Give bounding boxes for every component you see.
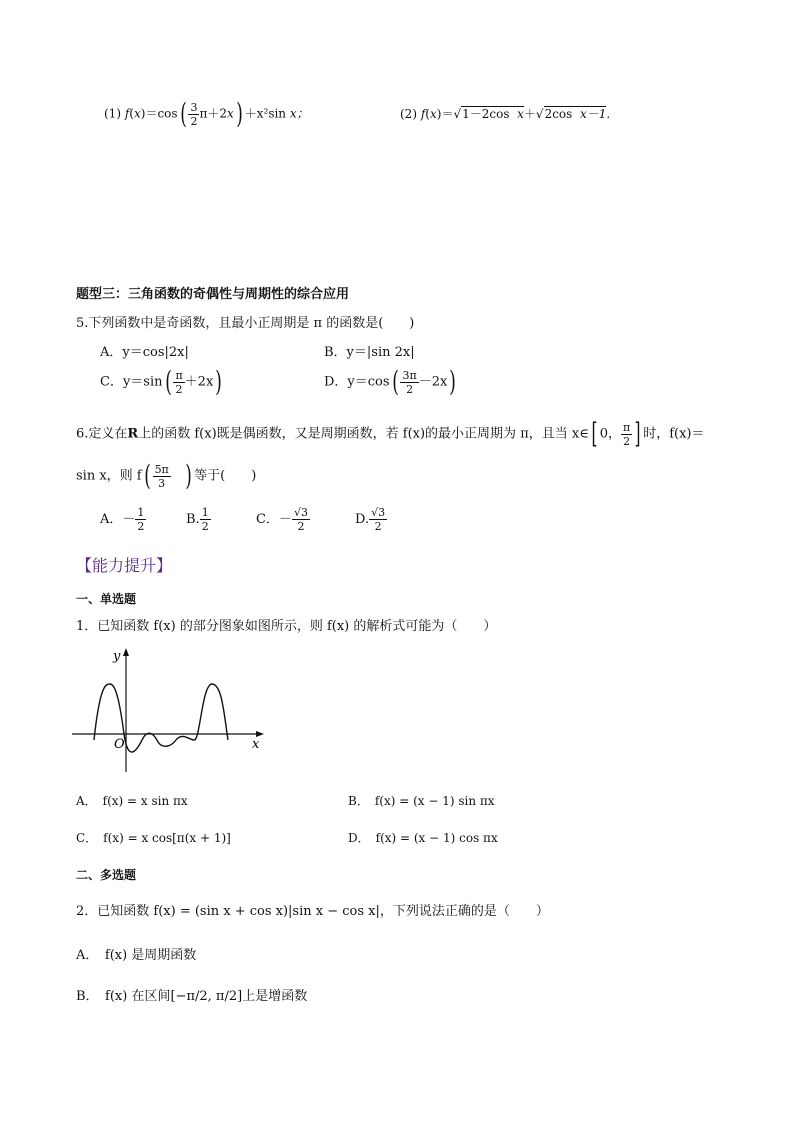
q6-line2-num: 5π <box>154 462 169 476</box>
q6-b-den: 2 <box>201 520 209 533</box>
problem-1-eq: ＝cos <box>145 106 178 121</box>
q1-option-b[interactable]: B． f(x) = (x − 1) sin πx <box>348 794 495 808</box>
q5-option-b[interactable]: B．y＝|sin 2x| <box>324 345 415 360</box>
q6-a-pre: A．－ <box>100 512 136 527</box>
q6-c-num: √3 <box>293 506 308 519</box>
sqrt-1-body: 1－2cos <box>462 107 510 121</box>
q6-option-b[interactable] <box>186 507 211 532</box>
q6-a-den: 2 <box>137 520 145 533</box>
plus-sign: ＋ <box>523 107 536 121</box>
problem-2-f: f <box>420 107 426 121</box>
q6-line1: 6.定义在R上的函数 f(x)既是偶函数，又是周期函数，若 f(x)的最小正周期为 π，且当 x∈[ 0， $\frac{\pi}{2}$ ] 时，f(x)＝ <box>76 417 705 450</box>
q6-int-num: π <box>623 420 631 434</box>
q5-c-den: 2 <box>175 382 183 396</box>
y-axis-arrow <box>123 648 129 656</box>
ability-title: 【能力提升】 <box>76 556 173 575</box>
problem-1-tail: ＋x²sin <box>244 106 287 121</box>
problem-1-frac <box>188 102 199 127</box>
problem-1: (1) f(x)＝cos( $\frac{3}{2}$ π＋2x) ＋x²sin x； <box>104 97 309 130</box>
sqrt-2 <box>544 106 607 121</box>
origin-label: O <box>114 737 125 752</box>
sqrt-1 <box>461 106 524 121</box>
q6-int-den: 2 <box>623 434 631 448</box>
q6-option-a[interactable] <box>100 507 146 532</box>
q5-d-pre: D．y＝cos <box>324 374 390 390</box>
multi-choice-title: 二、多选题 <box>76 868 137 882</box>
q5-option-d[interactable]: D．y＝cos( $\frac{3\pi}{2}$ －2x) <box>324 365 457 398</box>
problem-1-inner: π＋2 <box>199 106 228 121</box>
problem-1-label: (1) <box>104 106 121 121</box>
sqrt-2-body: 2cos <box>544 107 573 121</box>
sqrt-1-x: x <box>517 107 524 121</box>
q6-line1-b: 上的函数 f(x)既是偶函数，又是周期函数，若 f(x)的最小正周期为 π，且当 x∈ <box>138 426 589 442</box>
q6-a-num: 1 <box>137 506 145 519</box>
q5-c-post: ＋2x <box>184 374 214 390</box>
problem-2-x: x <box>429 107 437 121</box>
q5-stem: 5.下列函数中是奇函数，且最小正周期是 π 的函数是( ) <box>76 316 415 331</box>
q6-line1-c: 时，f(x)＝ <box>643 426 705 442</box>
q1-option-d[interactable]: D． f(x) = (x − 1) cos πx <box>348 831 498 845</box>
q1-graph <box>66 644 272 776</box>
q6-option-d[interactable] <box>355 507 387 532</box>
problem-2: (2) f(x)＝√1－2cos x＋√2cos x－1. <box>400 107 611 121</box>
frac-numerator: 3 <box>190 100 198 114</box>
problem-1-f: f <box>124 106 130 121</box>
q5-d-post: －2x <box>418 374 448 390</box>
q5-option-a[interactable]: A．y＝cos|2x| <box>100 345 189 360</box>
frac-denominator: 2 <box>190 114 198 128</box>
q5-c-num: π <box>175 368 183 382</box>
q2-stem: 2．已知函数 f(x) = (sin x + cos x)|sin x − cos x|，下列说法正确的是（ ） <box>76 904 549 919</box>
q1-option-c[interactable]: C． f(x) = x cos[π(x + 1)] <box>76 831 231 845</box>
single-choice-title: 一、单选题 <box>76 592 137 606</box>
right-paren: ) <box>235 97 243 130</box>
q5-d-num: 3π <box>402 368 417 382</box>
q5-option-c[interactable]: C．y＝sin( $\frac{\pi}{2}$ ＋2x) <box>100 365 223 398</box>
q6-line2-den: 3 <box>158 476 166 490</box>
q6-interval-left: 0， <box>599 426 622 442</box>
q2-b-pre: B． f(x) 在区间 <box>76 989 171 1004</box>
q5-c-pre: C．y＝sin <box>100 374 163 390</box>
left-paren: ( <box>179 97 187 130</box>
q2-option-b[interactable] <box>76 985 307 1004</box>
q6-d-den: 2 <box>374 520 382 533</box>
q6-line2: sin x，则 f( $\frac{5\pi}{3}$ ) 等于( ) <box>76 459 257 492</box>
q6-c-pre: C．－ <box>256 512 292 527</box>
q5-d-den: 2 <box>406 382 414 396</box>
q6-line2-a: sin x，则 f <box>76 468 142 484</box>
q2-b-interval: [−π/2, π/2] <box>170 989 243 1004</box>
problem-1-tail2: x； <box>289 106 309 121</box>
q6-b-num: 1 <box>201 506 209 519</box>
q2-b-post: 上是增函数 <box>242 989 308 1004</box>
q1-option-a[interactable]: A． f(x) = x sin πx <box>76 794 188 808</box>
q6-b-pre: B. <box>186 512 200 527</box>
q6-line2-b: 等于( ) <box>194 468 257 484</box>
q2-option-a[interactable]: A． f(x) 是周期函数 <box>76 948 197 963</box>
q6-d-pre: D. <box>355 512 370 527</box>
problem-2-label: (2) <box>400 107 417 121</box>
problem-2-eq: ＝ <box>441 107 454 121</box>
q6-option-c[interactable] <box>256 507 310 532</box>
q1-stem: 1．已知函数 f(x) 的部分图象如图所示，则 f(x) 的解析式可能为（ ） <box>76 619 497 634</box>
sqrt-2-x: x－1 <box>579 107 607 121</box>
x-axis-label: x <box>252 737 260 752</box>
q6-c-den: 2 <box>297 520 305 533</box>
y-axis-label: y <box>113 649 121 664</box>
q6-d-num: √3 <box>371 506 386 519</box>
q6-line1-a: 6.定义在 <box>76 426 128 442</box>
problem-2-end: . <box>606 107 611 121</box>
problem-1-x: x <box>133 106 141 121</box>
section-3-title: 题型三：三角函数的奇偶性与周期性的综合应用 <box>76 287 350 302</box>
q6-real-set: R <box>127 426 139 442</box>
